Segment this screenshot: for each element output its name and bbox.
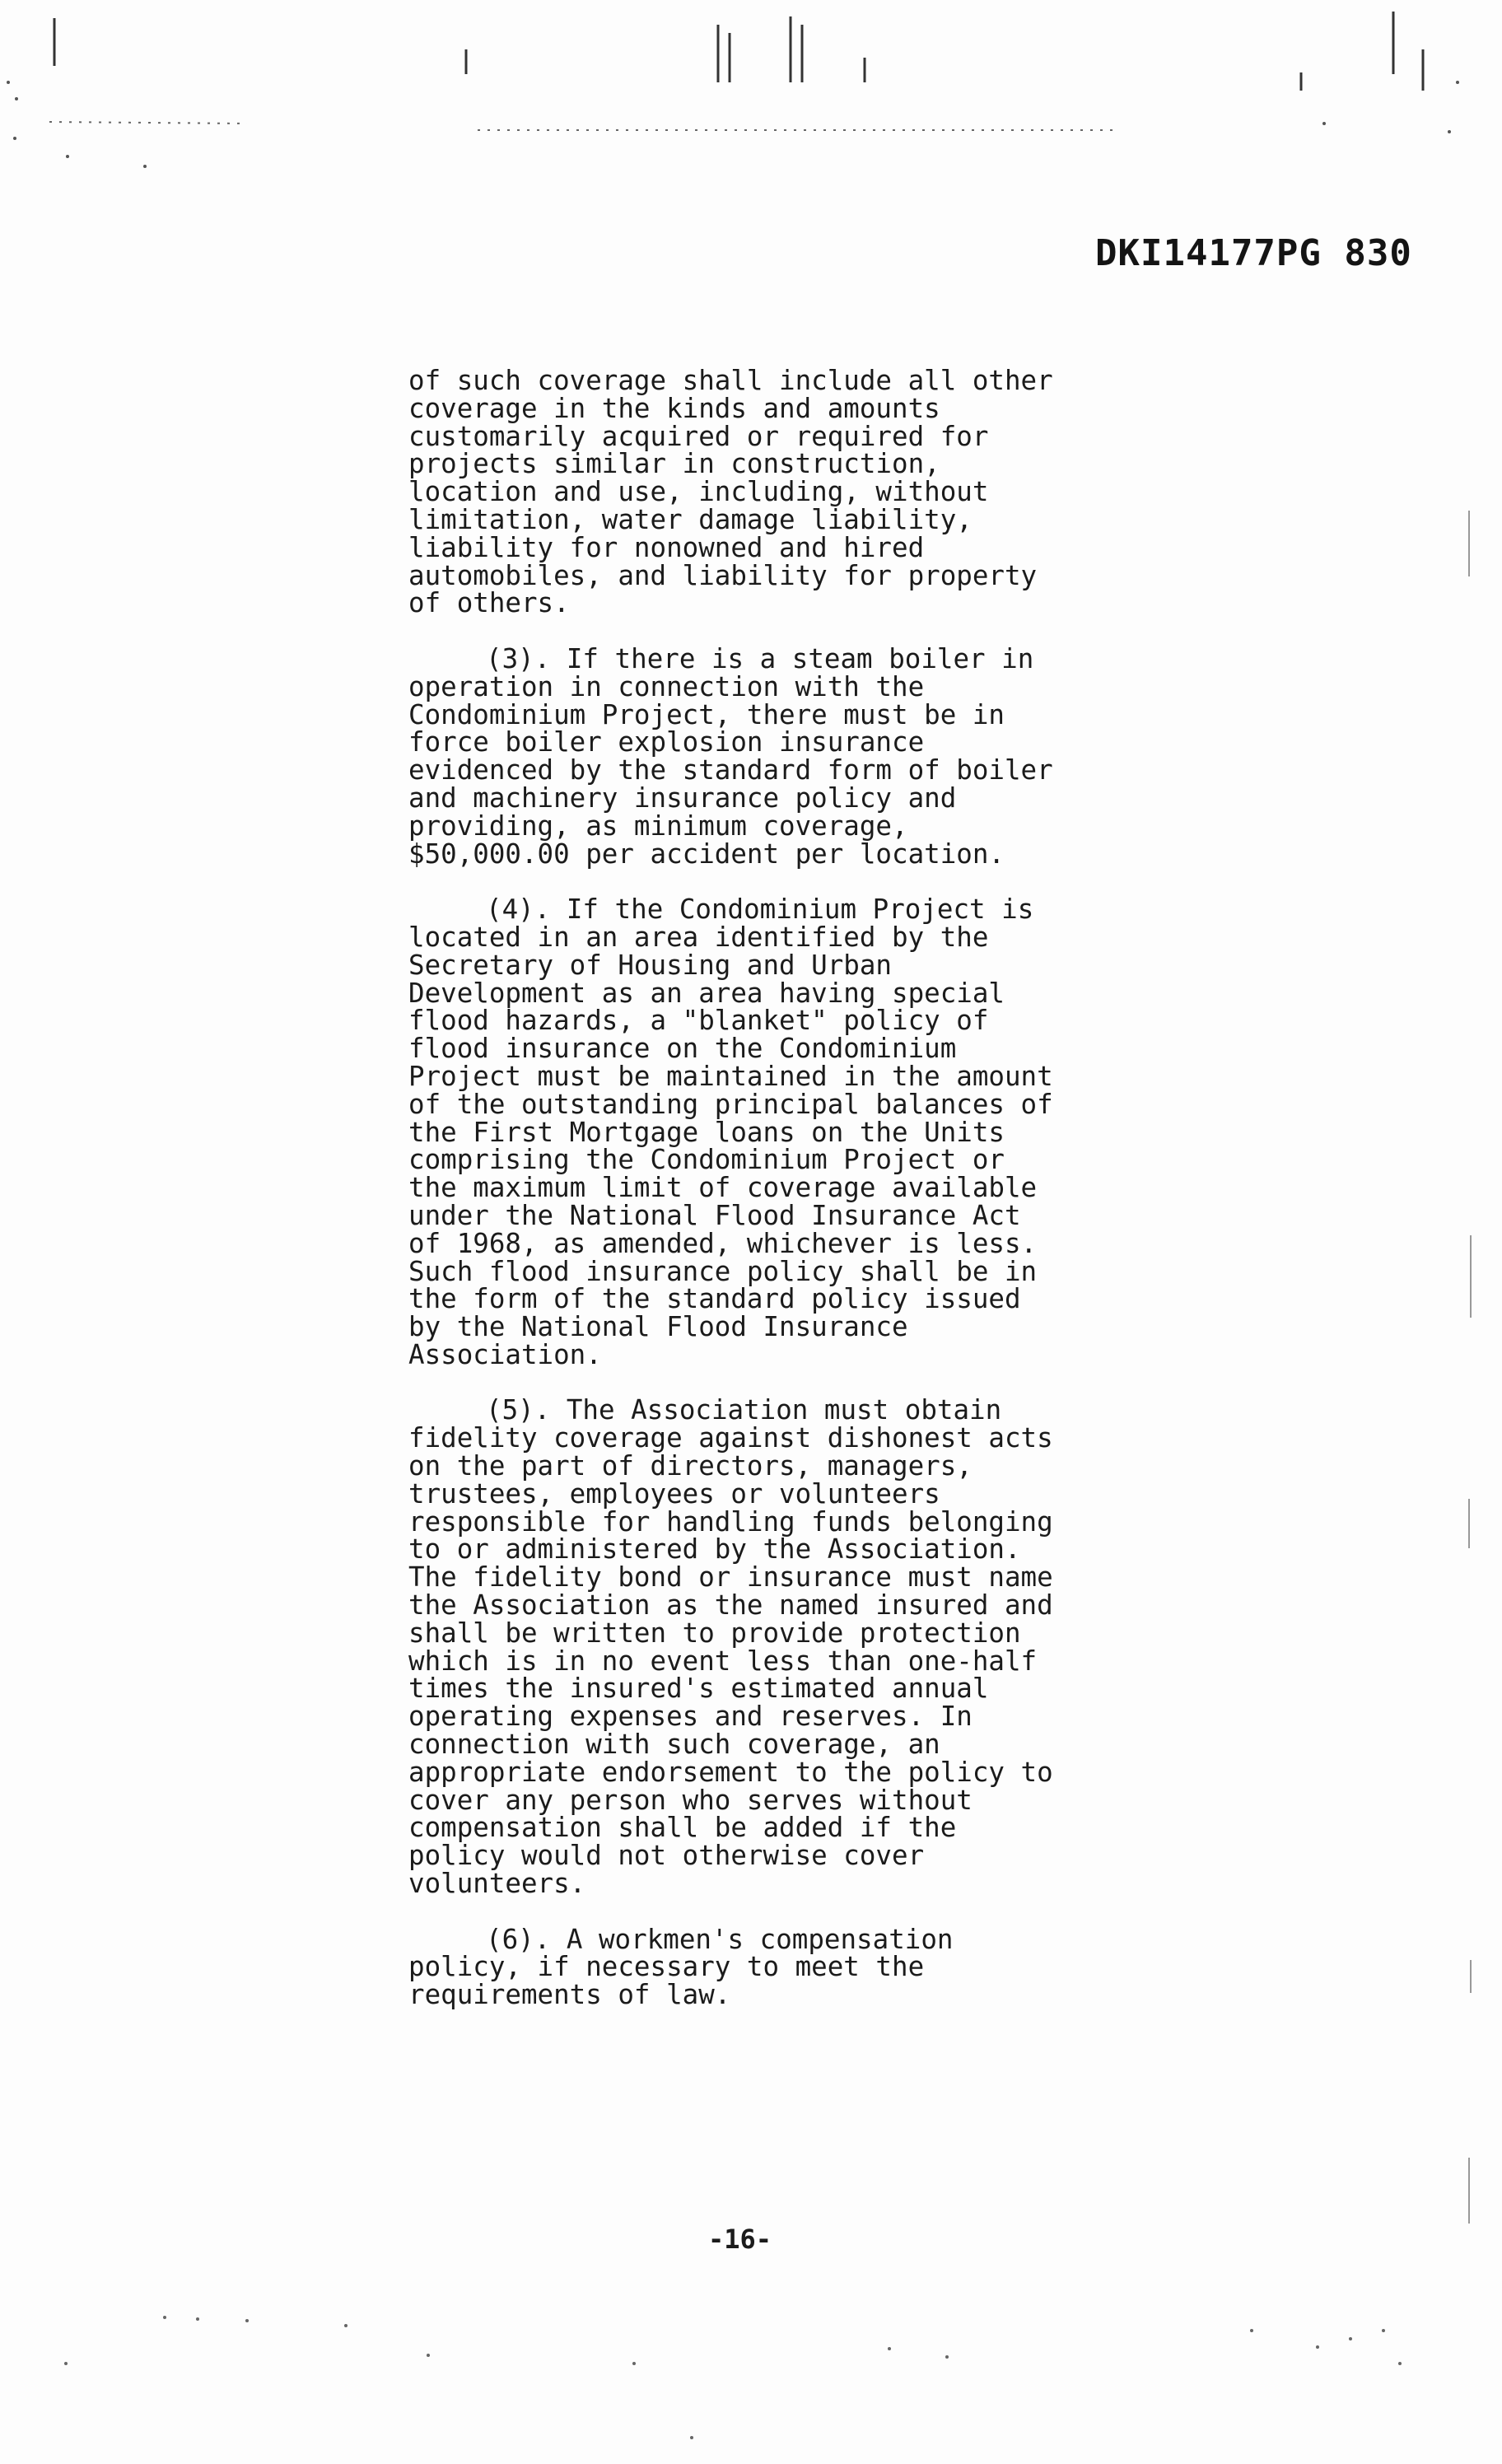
paragraph-text: The Association must obtain fidelity coverage against dishonest acts on the part of directors, managers, trustees, employees or volunteers responsible for handling funds belonging to or administered by the Association. The fidelity bond or insurance must name the Association as the named insured and shall be written to provide protection which is in no event less than one-half times the insured's estimated annual operating expenses and reserves. In connection with such coverage, an appropriate endorsement to the policy to cover any person who serves without compensation shall be added if the policy would not otherwise cover volunteers. <box>408 1394 1053 1900</box>
book-page-reference: DKI14177PG 830 <box>1095 232 1412 274</box>
paragraph-number: (4). <box>486 894 551 926</box>
paragraph-6 <box>408 1923 1133 2011</box>
scan-artifacts-right-margin <box>1436 0 1502 2464</box>
paragraph-number: (3). <box>486 642 551 674</box>
paragraph-5 <box>408 1394 1133 1900</box>
document-body <box>408 367 1133 2037</box>
paragraph-number: (6). <box>486 1923 551 1955</box>
paragraph-text: If there is a steam boiler in operation in connection with the Condominium Project, there must be in force boiler explosion insurance evidenced by the standard form of boiler and machinery insurance policy and providing, as minimum coverage, $50,000.00 per accident per location. <box>408 642 1053 870</box>
paragraph-text: of such coverage shall include all other coverage in the kinds and amounts customarily acquired or required for projects similar in construction, location and use, including, without limitation, water damage liability, liability for nonowned and hired automobiles, and liability for property of others. <box>408 365 1053 619</box>
scan-artifacts-top <box>0 0 1502 189</box>
paragraph-3 <box>408 642 1133 870</box>
paragraph-text: A workmen's compensation policy, if necessary to meet the requirements of law. <box>408 1923 954 2011</box>
scan-artifacts-bottom <box>0 2273 1502 2464</box>
paragraph-4 <box>408 896 1133 1370</box>
paragraph-continuation <box>408 367 1133 618</box>
paragraph-text: If the Condominium Project is located in an area identified by the Secretary of Housing and Urban Development as an area having special flood hazards, a "blanket" policy of flood insurance on the Condominium Project must be maintained in the amount of the outstanding principal balances of the First Mortgage loans on the Units comprising the Condominium Project or the maximum limit of coverage available under the National Flood Insurance Act of 1968, as amended, whichever is less. Such flood insurance policy shall be in the form of the standard policy issued by the National Flood Insurance Association. <box>408 894 1053 1370</box>
page-number: -16- <box>708 2224 772 2255</box>
paragraph-number: (5). <box>486 1394 551 1426</box>
